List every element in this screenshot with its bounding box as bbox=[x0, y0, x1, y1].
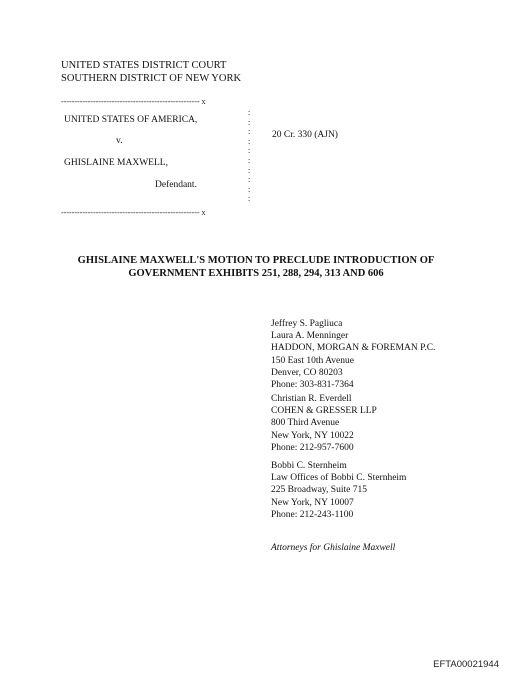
case-number: 20 Cr. 330 (AJN) bbox=[272, 130, 338, 140]
caption-colon: : bbox=[248, 165, 251, 175]
attorney-block-cohen bbox=[271, 393, 377, 454]
caption-colon: : bbox=[248, 136, 251, 146]
attorney-line: Jeffrey S. Pagliuca bbox=[271, 319, 343, 329]
attorney-line: New York, NY 10007 bbox=[271, 497, 354, 508]
plaintiff-name: UNITED STATES OF AMERICA, bbox=[64, 115, 198, 125]
attorney-line: Law Offices of Bobbi C. Sternheim bbox=[271, 473, 407, 484]
attorney-line: Phone: 212-957-7600 bbox=[271, 442, 354, 453]
caption-colon-column bbox=[248, 108, 250, 204]
caption-bottom-rule: ---------------------------------------------------- x bbox=[61, 208, 206, 217]
versus: v. bbox=[116, 136, 123, 146]
attorney-block-sternheim bbox=[271, 460, 406, 521]
document-title bbox=[0, 254, 512, 280]
court-district: SOUTHERN DISTRICT OF NEW YORK bbox=[61, 73, 242, 84]
attorney-line: 800 Third Avenue bbox=[271, 418, 340, 429]
attorney-line: HADDON, MORGAN & FOREMAN P.C. bbox=[271, 343, 436, 354]
attorney-line: Christian R. Everdell bbox=[271, 394, 352, 404]
caption-colon: : bbox=[248, 175, 251, 185]
court-heading bbox=[61, 59, 241, 85]
caption-colon: : bbox=[248, 194, 251, 204]
defendant-label: Defendant. bbox=[155, 180, 197, 190]
attorneys-for-line: Attorneys for Ghislaine Maxwell bbox=[271, 543, 396, 553]
caption-top-rule: ---------------------------------------------------- x bbox=[61, 97, 206, 106]
attorney-line: 225 Broadway, Suite 715 bbox=[271, 485, 367, 496]
attorney-block-haddon bbox=[271, 318, 435, 391]
caption-colon: : bbox=[248, 184, 251, 194]
defendant-name: GHISLAINE MAXWELL, bbox=[64, 158, 168, 168]
attorney-line: Denver, CO 80203 bbox=[271, 367, 343, 378]
caption-colon: : bbox=[248, 155, 251, 165]
caption-colon: : bbox=[248, 127, 251, 137]
court-name: UNITED STATES DISTRICT COURT bbox=[61, 60, 227, 71]
caption-colon: : bbox=[248, 117, 251, 127]
document-title-line-2: GOVERNMENT EXHIBITS 251, 288, 294, 313 AND 606 bbox=[128, 268, 384, 279]
attorney-line: Phone: 303-831-7364 bbox=[271, 380, 354, 391]
attorney-line: Phone: 212-243-1100 bbox=[271, 509, 354, 520]
attorney-line: Bobbi C. Sternheim bbox=[271, 461, 347, 471]
caption-colon: : bbox=[248, 146, 251, 156]
caption-colon: : bbox=[248, 108, 251, 117]
attorney-line: COHEN & GRESSER LLP bbox=[271, 406, 377, 417]
attorney-line: New York, NY 10022 bbox=[271, 430, 354, 441]
document-title-line-1: GHISLAINE MAXWELL'S MOTION TO PRECLUDE INTRODUCTION OF bbox=[77, 255, 435, 266]
attorney-line: Laura A. Menninger bbox=[271, 331, 349, 342]
attorney-line: 150 East 10th Avenue bbox=[271, 355, 354, 366]
document-id-stamp: EFTA00021944 bbox=[433, 659, 499, 670]
